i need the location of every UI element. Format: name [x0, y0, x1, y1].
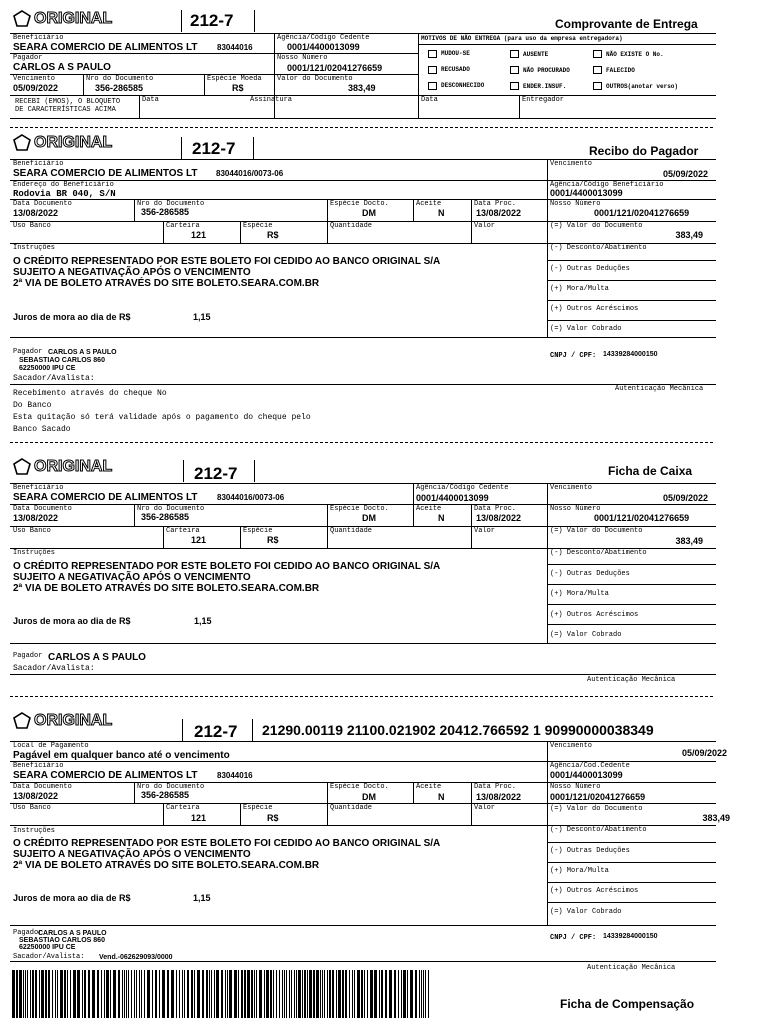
- logo-text: ORIGINAL: [34, 458, 113, 475]
- carteira-value: 121: [191, 813, 207, 823]
- section-title: Ficha de Compensação: [560, 997, 695, 1011]
- vencimento-value: 05/09/2022: [662, 169, 708, 179]
- beneficiario-code: 83044016/0073-06: [216, 169, 284, 178]
- label-data-proc: Data Proc.: [474, 505, 517, 513]
- check-label: DESCONHECIDO: [441, 82, 485, 89]
- nro-documento-value: 356-286585: [141, 512, 190, 522]
- juros-label: Juros de mora ao dia de R$: [13, 312, 131, 322]
- nosso-numero-value: 0001/121/02041276659: [287, 63, 383, 73]
- bank-logo: [12, 458, 112, 476]
- check-label: ENDER.INSUF.: [523, 83, 567, 90]
- check-label: AUSENTE: [523, 51, 549, 58]
- label-uso-banco: Uso Banco: [13, 804, 51, 812]
- label-outros-acrescimos: (+) Outros Acréscimos: [550, 887, 639, 895]
- cheque-line-4: Banco Sacado: [13, 425, 71, 434]
- instrucao-line-1: O CRÉDITO REPRESENTADO POR ESTE BOLETO FOI CEDIDO AO BANCO ORIGINAL S/A: [13, 561, 441, 572]
- beneficiario-name: SEARA COMERCIO DE ALIMENTOS LT: [13, 492, 198, 503]
- nosso-numero-value: 0001/121/02041276659: [594, 513, 690, 523]
- nro-documento-value: 356-286585: [141, 790, 190, 800]
- label-agencia: Agência/Código Beneficiário: [550, 181, 664, 189]
- cut-line: [10, 127, 713, 128]
- label-endereco: Endereço do Beneficiário: [13, 181, 114, 189]
- data-proc-value: 13/08/2022: [476, 513, 522, 523]
- aceite-value: N: [438, 208, 445, 218]
- label-nro-documento: Nro do Documento: [137, 200, 205, 208]
- valor-documento-value: 383,49: [675, 230, 703, 240]
- label-valor: Valor: [474, 222, 496, 230]
- label-quantidade: Quantidade: [330, 527, 373, 535]
- label-local-pagamento: Local de Pagamento: [13, 742, 89, 750]
- pagador-name: CARLOS A S PAULO: [38, 930, 107, 937]
- logo-text: ORIGINAL: [34, 712, 113, 729]
- label-nro-documento: Nro do Documento: [86, 75, 154, 83]
- label-beneficiario: Beneficiário: [13, 484, 64, 492]
- data-documento-value: 13/08/2022: [13, 208, 59, 218]
- label-especie: Espécie: [243, 527, 273, 535]
- label-uso-banco: Uso Banco: [13, 527, 51, 535]
- endereco-value: Rodovia BR 040, S/N: [13, 189, 116, 199]
- vencimento-value: 05/09/2022: [13, 83, 59, 93]
- barcode-icon: [12, 970, 430, 1018]
- data-documento-value: 13/08/2022: [13, 513, 59, 523]
- label-vencimento: Vencimento: [13, 75, 56, 83]
- label-nro-documento: Nro do Documento: [137, 783, 205, 791]
- label-outros-acrescimos: (+) Outros Acréscimos: [550, 305, 639, 313]
- label-especie-docto: Espécie Docto.: [330, 200, 389, 208]
- vencimento-value: 05/09/2022: [662, 493, 708, 503]
- label-mora-multa: (+) Mora/Multa: [550, 590, 609, 598]
- label-data: Data: [142, 96, 159, 104]
- cut-line: [10, 442, 713, 443]
- label-nro-documento: Nro do Documento: [137, 505, 205, 513]
- cut-line: [10, 696, 713, 697]
- valor-documento-value: 383,49: [675, 536, 703, 546]
- especie-docto-value: DM: [362, 792, 376, 802]
- label-nosso-numero: Nosso Número: [550, 783, 601, 791]
- label-beneficiario: Beneficiário: [13, 160, 64, 168]
- juros-value: 1,15: [193, 893, 211, 903]
- label-vencimento: Vencimento: [550, 160, 593, 168]
- digitable-line: 21290.00119 21100.021902 20412.766592 1 90990000038349: [262, 722, 654, 738]
- pagador-name: CARLOS A S PAULO: [13, 62, 111, 73]
- local-pagamento-value: Pagável em qualquer banco até o vencimento: [13, 750, 230, 761]
- pagador-cidade: 62250000 IPU CE: [19, 944, 76, 951]
- data-proc-value: 13/08/2022: [476, 792, 522, 802]
- label-carteira: Carteira: [166, 804, 200, 812]
- original-logo-icon: [12, 10, 32, 28]
- label-autenticacao: Autenticação Mecânica: [587, 964, 676, 972]
- instrucao-line-3: 2ª VIA DE BOLETO ATRAVÉS DO SITE BOLETO.SEARA.COM.BR: [13, 860, 320, 871]
- label-valor-documento: (=) Valor do Documento: [550, 805, 643, 813]
- label-assinatura: Assinatura: [250, 96, 293, 104]
- label-entregador: Entregador: [522, 96, 565, 104]
- carteira-value: 121: [191, 535, 207, 545]
- label-outros-acrescimos: (+) Outros Acréscimos: [550, 611, 639, 619]
- section-title: Comprovante de Entrega: [555, 17, 698, 31]
- label-outras-deducoes: (-) Outras Deduções: [550, 847, 630, 855]
- beneficiario-name: SEARA COMERCIO DE ALIMENTOS LT: [13, 168, 198, 179]
- label-outras-deducoes: (-) Outras Deduções: [550, 570, 630, 578]
- label-valor-documento: (=) Valor do Documento: [550, 222, 643, 230]
- label-data-documento: Data Documento: [13, 505, 72, 513]
- original-logo-icon: [12, 134, 32, 152]
- label-pagador: Pagador: [13, 652, 43, 660]
- label-especie: Espécie: [243, 222, 273, 230]
- label-mora-multa: (+) Mora/Multa: [550, 867, 609, 875]
- label-mora-multa: (+) Mora/Multa: [550, 285, 609, 293]
- bank-logo: [12, 712, 112, 730]
- label-instrucoes: Instruções: [13, 549, 56, 557]
- aceite-value: N: [438, 792, 445, 802]
- especie-value: R$: [267, 535, 279, 545]
- instrucao-line-1: O CRÉDITO REPRESENTADO POR ESTE BOLETO FOI CEDIDO AO BANCO ORIGINAL S/A: [13, 838, 441, 849]
- beneficiario-code: 83044016/0073-06: [217, 493, 285, 502]
- data-proc-value: 13/08/2022: [476, 208, 522, 218]
- label-quantidade: Quantidade: [330, 222, 373, 230]
- label-valor: Valor: [474, 804, 496, 812]
- especie-docto-value: DM: [362, 513, 376, 523]
- instrucao-line-2: SUJEITO A NEGATIVAÇÃO APÓS O VENCIMENTO: [13, 267, 251, 278]
- checkbox-nao-existe[interactable]: [593, 50, 602, 58]
- valor-documento-value: 383,49: [348, 83, 376, 93]
- label-valor-cobrado: (=) Valor Cobrado: [550, 631, 622, 639]
- label-instrucoes: Instruções: [13, 827, 56, 835]
- checkbox-desconhecido[interactable]: [428, 82, 437, 90]
- label-desconto: (-) Desconto/Abatimento: [550, 826, 647, 834]
- cheque-line-1: Recebimento através do cheque No: [13, 389, 167, 398]
- label-valor: Valor: [474, 527, 496, 535]
- label-nosso-numero: Nosso Número: [277, 54, 328, 62]
- agencia-value: 0001/4400013099: [550, 770, 623, 780]
- label-sacador: Sacador/Avalista:: [13, 374, 95, 383]
- juros-label: Juros de mora ao dia de R$: [13, 616, 131, 626]
- label-desconto: (-) Desconto/Abatimento: [550, 244, 647, 252]
- juros-value: 1,15: [193, 312, 211, 322]
- checkbox-recusado[interactable]: [428, 66, 437, 74]
- sacador-value: Vend.-062629093/0000: [99, 954, 173, 961]
- label-vencimento: Vencimento: [550, 742, 593, 750]
- nro-documento-value: 356-286585: [141, 207, 190, 217]
- label-data-documento: Data Documento: [13, 783, 72, 791]
- cnpj-value: 14339284000150: [603, 351, 658, 358]
- label-especie-docto: Espécie Docto.: [330, 783, 389, 791]
- check-label: FALECIDO: [606, 67, 635, 74]
- pagador-name: CARLOS A S PAULO: [48, 652, 146, 663]
- especie-docto-value: DM: [362, 208, 376, 218]
- label-data-documento: Data Documento: [13, 200, 72, 208]
- nro-documento-value: 356-286585: [95, 83, 144, 93]
- checkbox-ausente[interactable]: [510, 50, 519, 58]
- label-autenticacao: Autenticação Mecânica: [587, 676, 676, 684]
- logo-text: ORIGINAL: [34, 134, 113, 151]
- label-sacador: Sacador/Avalista:: [13, 953, 85, 961]
- label-aceite: Aceite: [416, 200, 442, 208]
- check-label: NÃO EXISTE O No.: [606, 51, 664, 58]
- original-logo-icon: [12, 458, 32, 476]
- beneficiario-name: SEARA COMERCIO DE ALIMENTOS LT: [13, 770, 198, 781]
- label-especie-moeda: Espécie Moeda: [207, 75, 262, 83]
- instrucao-line-2: SUJEITO A NEGATIVAÇÃO APÓS O VENCIMENTO: [13, 849, 251, 860]
- check-label: NÃO PROCURADO: [523, 67, 570, 74]
- label-aceite: Aceite: [416, 783, 442, 791]
- label-especie-docto: Espécie Docto.: [330, 505, 389, 513]
- label-beneficiario: Beneficiário: [13, 34, 64, 42]
- vencimento-value: 05/09/2022: [681, 748, 727, 758]
- original-logo-icon: [12, 712, 32, 730]
- label-recebi: RECEBI (EMOS), O BLOQUETO: [15, 98, 121, 106]
- label-outras-deducoes: (-) Outras Deduções: [550, 265, 630, 273]
- label-quantidade: Quantidade: [330, 804, 373, 812]
- instrucao-line-3: 2ª VIA DE BOLETO ATRAVÉS DO SITE BOLETO.SEARA.COM.BR: [13, 583, 320, 594]
- section-title: Recibo do Pagador: [589, 144, 699, 158]
- label-valor-documento: (=) Valor do Documento: [550, 527, 643, 535]
- data-documento-value: 13/08/2022: [13, 791, 59, 801]
- juros-label: Juros de mora ao dia de R$: [13, 893, 131, 903]
- label-nosso-numero: Nosso Número: [550, 505, 601, 513]
- motivos-title: MOTIVOS DE NÃO ENTREGA (para uso da empresa entregadora): [421, 35, 623, 42]
- agencia-value: 0001/4400013099: [416, 493, 489, 503]
- checkbox-falecido[interactable]: [593, 66, 602, 74]
- label-valor-cobrado: (=) Valor Cobrado: [550, 325, 622, 333]
- label-pagador: Pagador: [13, 929, 43, 937]
- check-label: OUTROS(anotar verso): [606, 83, 679, 90]
- label-cnpj: CNPJ / CPF:: [550, 934, 597, 942]
- carteira-value: 121: [191, 230, 207, 240]
- label-especie: Espécie: [243, 804, 273, 812]
- pagador-cidade: 62250000 IPU CE: [19, 365, 76, 372]
- instrucao-line-3: 2ª VIA DE BOLETO ATRAVÉS DO SITE BOLETO.SEARA.COM.BR: [13, 278, 320, 289]
- label-carteira: Carteira: [166, 527, 200, 535]
- label-data-proc: Data Proc.: [474, 200, 517, 208]
- cheque-line-3: Esta quitação só terá validade após o pagamento do cheque pelo: [13, 413, 311, 422]
- label-valor-documento: Valor do Documento: [277, 75, 353, 83]
- label-desconto: (-) Desconto/Abatimento: [550, 549, 647, 557]
- checkbox-outros[interactable]: [593, 82, 602, 90]
- agencia-value: 0001/4400013099: [550, 188, 623, 198]
- especie-moeda-value: R$: [232, 83, 244, 93]
- label-aceite: Aceite: [416, 505, 442, 513]
- especie-value: R$: [267, 230, 279, 240]
- label-pagador: Pagador: [13, 54, 43, 62]
- pagador-endereco: SEBASTIAO CARLOS 860: [19, 937, 105, 944]
- pagador-endereco: SEBASTIAO CARLOS 860: [19, 357, 105, 364]
- label-carteira: Carteira: [166, 222, 200, 230]
- label-nosso-numero: Nosso Número: [550, 200, 601, 208]
- label-pagador: Pagador: [13, 348, 43, 356]
- label-vencimento: Vencimento: [550, 484, 593, 492]
- check-label: MUDOU-SE: [441, 50, 470, 57]
- pagador-name: CARLOS A S PAULO: [48, 349, 117, 356]
- logo-text: ORIGINAL: [34, 10, 113, 27]
- label-recebi-2: DE CARACTERÍSTICAS ACIMA: [15, 106, 116, 114]
- label-data-proc: Data Proc.: [474, 783, 517, 791]
- instrucao-line-1: O CRÉDITO REPRESENTADO POR ESTE BOLETO FOI CEDIDO AO BANCO ORIGINAL S/A: [13, 256, 441, 267]
- bank-code: 212-7: [194, 722, 238, 741]
- label-beneficiario: Beneficiário: [13, 762, 64, 770]
- label-instrucoes: Instruções: [13, 244, 56, 252]
- bank-code: 212-7: [190, 11, 234, 30]
- checkbox-nao-procurado[interactable]: [510, 66, 519, 74]
- label-uso-banco: Uso Banco: [13, 222, 51, 230]
- bank-logo: [12, 134, 112, 152]
- label-agencia: Agência/Código Cedente: [416, 484, 509, 492]
- label-autenticacao: Autenticação Mecânica: [615, 385, 704, 393]
- cnpj-value: 14339284000150: [603, 933, 658, 940]
- nosso-numero-value: 0001/121/02041276659: [594, 208, 690, 218]
- bank-code: 212-7: [194, 464, 238, 483]
- checkbox-ender-insuf[interactable]: [510, 82, 519, 90]
- section-title: Ficha de Caixa: [608, 464, 693, 478]
- label-valor-cobrado: (=) Valor Cobrado: [550, 908, 622, 916]
- label-agencia: Agência/Código Cedente: [277, 34, 370, 42]
- especie-value: R$: [267, 813, 279, 823]
- label-data-entrega: Data: [421, 96, 438, 104]
- label-cnpj: CNPJ / CPF:: [550, 352, 597, 360]
- checkbox-mudou-se[interactable]: [428, 50, 437, 58]
- instrucao-line-2: SUJEITO A NEGATIVAÇÃO APÓS O VENCIMENTO: [13, 572, 251, 583]
- beneficiario-code: 83044016: [217, 43, 253, 52]
- agencia-value: 0001/4400013099: [287, 42, 360, 52]
- check-label: RECUSADO: [441, 66, 470, 73]
- bank-code: 212-7: [192, 139, 236, 158]
- label-sacador: Sacador/Avalista:: [13, 664, 95, 673]
- juros-value: 1,15: [194, 616, 212, 626]
- label-agencia: Agência/Cod.Cedente: [550, 762, 630, 770]
- bank-logo: [12, 10, 112, 28]
- beneficiario-code: 83044016: [217, 771, 253, 780]
- aceite-value: N: [438, 513, 445, 523]
- beneficiario-name: SEARA COMERCIO DE ALIMENTOS LT: [13, 42, 198, 53]
- cheque-line-2: Do Banco: [13, 401, 52, 410]
- valor-documento-value: 383,49: [702, 813, 730, 823]
- nosso-numero-value: 0001/121/02041276659: [550, 792, 646, 802]
